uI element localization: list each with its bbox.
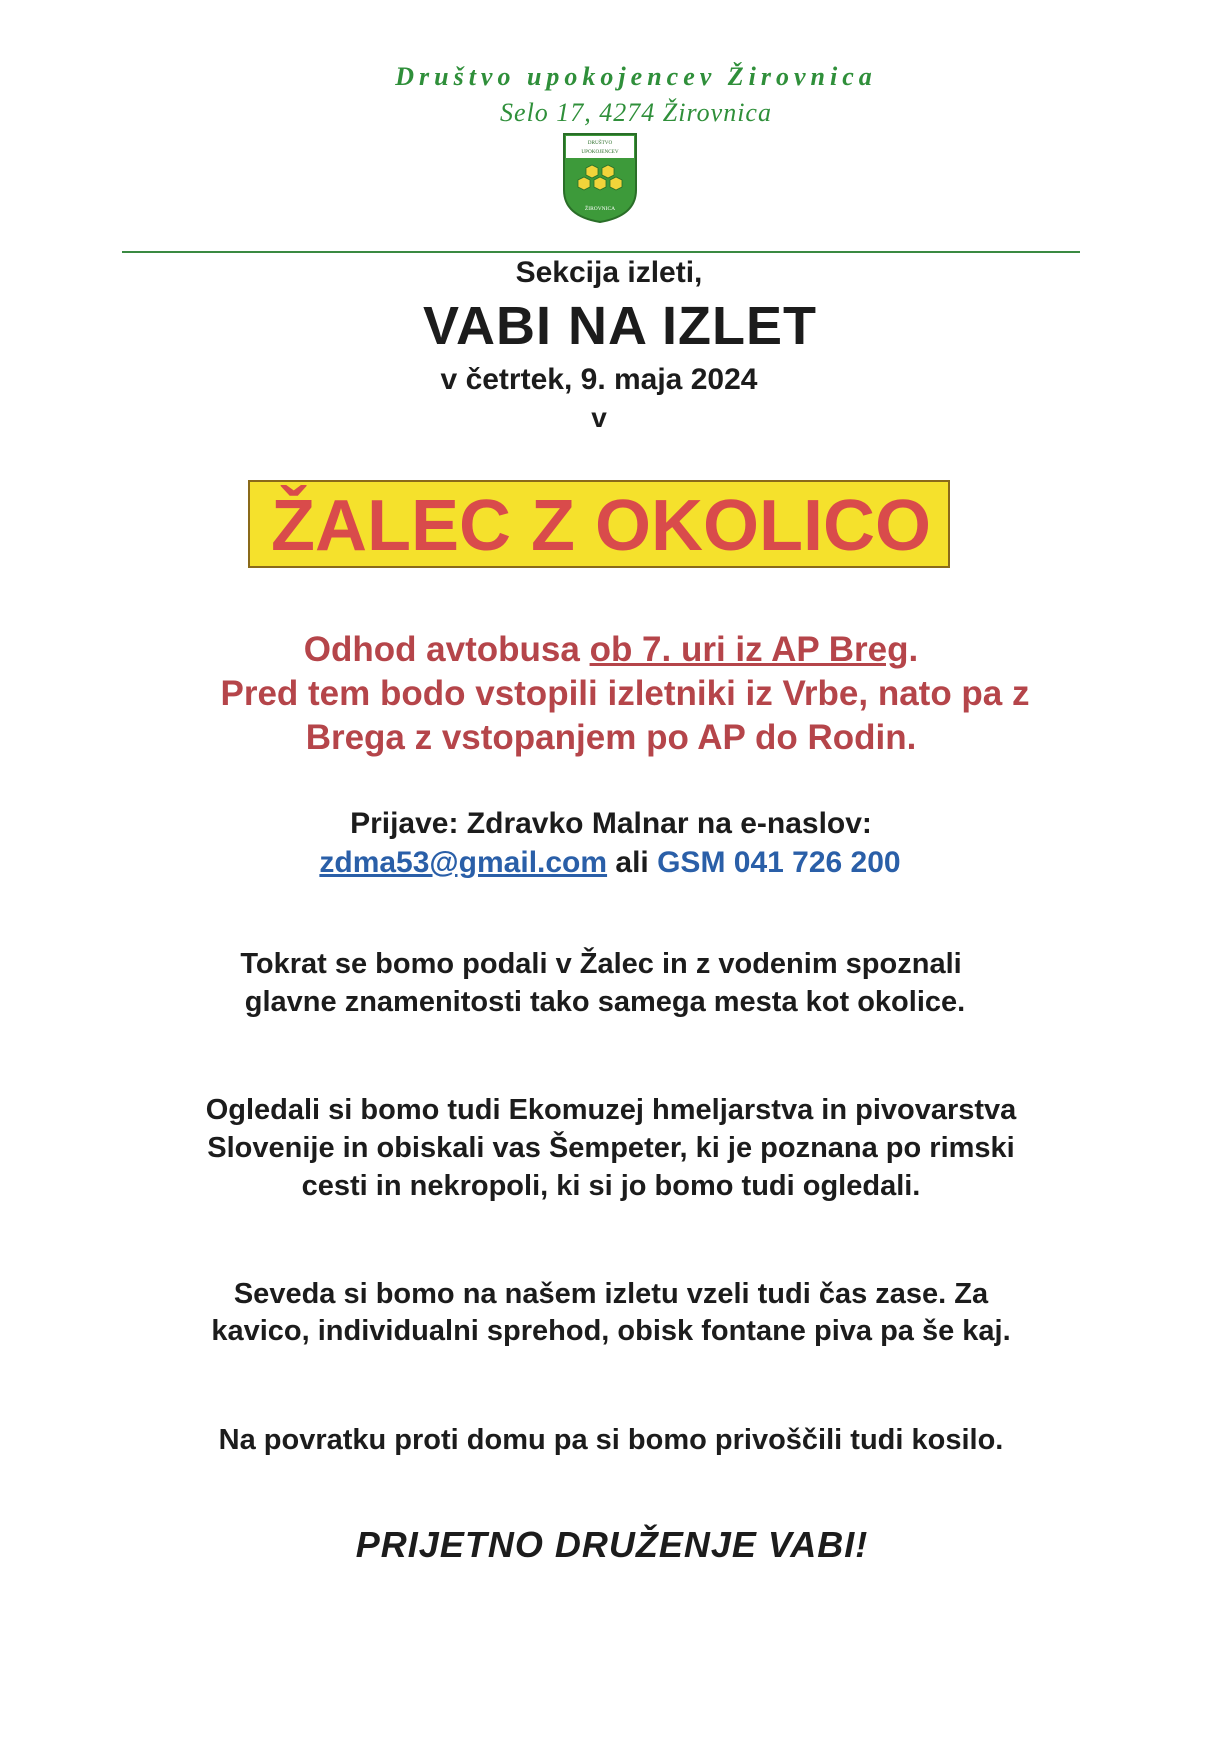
paragraph-3-line-2: kavico, individualni sprehod, obisk fontane piva pa še kaj. [211,1315,1011,1347]
headline: VABI NA IZLET [423,296,817,356]
paragraph-4: Na povratku proti domu pa si bomo privoščili tudi kosilo. [218,1424,1004,1456]
paragraph-3-line-1: Seveda si bomo na našem izletu vzeli tudi čas zase. Za [233,1278,989,1310]
honeycomb-shield-icon [562,132,638,224]
destination-text: ŽALEC Z OKOLICO [271,486,931,566]
destination-banner [248,480,950,568]
logo-top-text-line1: DRUŠTVO [587,140,613,146]
organization-name: Društvo upokojencev Žirovnica [395,62,877,91]
header-divider [122,251,1080,253]
departure-line-2: Pred tem bodo vstopili izletniki iz Vrbe, nato pa z [220,674,1030,713]
contact-line [0,846,1226,880]
paragraph-2-line-2: Slovenije in obiskali vas Šempeter, ki je poznana po rimski [207,1132,1015,1164]
paragraph-2-line-3: cesti in nekropoli, ki si jo bomo tudi ogledali. [301,1170,921,1202]
trip-date: v četrtek, 9. maja 2024 [440,363,758,396]
closing-line: PRIJETNO DRUŽENJE VABI! [355,1524,869,1565]
paragraph-1-line-1: Tokrat se bomo podali v Žalec in z vodenim spoznali [240,948,962,980]
departure-suffix: . [908,630,919,669]
email-link[interactable]: zdma53@gmail.com [319,846,608,879]
preposition-line: v [591,402,607,433]
registration-line: Prijave: Zdravko Malnar na e-naslov: [350,807,872,840]
departure-line-1 [0,630,1227,670]
departure-prefix: Odhod avtobusa [303,630,590,669]
paragraph-1-line-2: glavne znamenitosti tako samega mesta kot okolice. [244,986,966,1018]
logo-bottom-text: ŽIROVNICA [584,206,616,212]
section-label: Sekcija izleti, [515,256,703,289]
departure-line-3: Brega z vstopanjem po AP do Rodin. [305,718,917,757]
phone-number: GSM 041 726 200 [657,846,901,879]
contact-separator: ali [607,846,658,879]
departure-time-place: ob 7. uri iz AP Breg [589,630,909,669]
logo-top-text-line2: UPOKOJENCEV [581,149,619,155]
paragraph-2-line-1: Ogledali si bomo tudi Ekomuzej hmeljarstva in pivovarstva [205,1094,1017,1126]
organization-address: Selo 17, 4274 Žirovnica [500,98,772,127]
